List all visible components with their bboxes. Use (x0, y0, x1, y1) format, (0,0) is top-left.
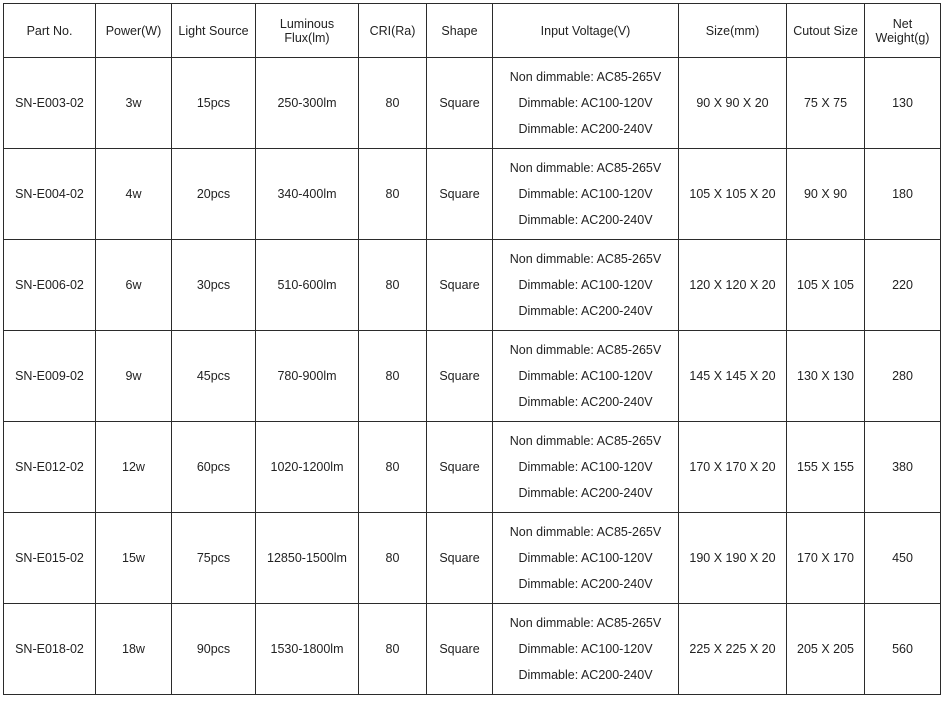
cell-luminous-flux: 1020-1200lm (256, 422, 359, 513)
cell-part-no: SN-E006-02 (4, 240, 96, 331)
cell-shape: Square (427, 240, 493, 331)
cell-size: 145 X 145 X 20 (679, 331, 787, 422)
cell-light-source: 20pcs (172, 149, 256, 240)
header-part-no: Part No. (4, 4, 96, 58)
cell-shape: Square (427, 513, 493, 604)
cell-luminous-flux: 510-600lm (256, 240, 359, 331)
voltage-line: Dimmable: AC200-240V (518, 486, 653, 500)
spec-table (3, 3, 941, 695)
cell-cutout-size: 105 X 105 (787, 240, 865, 331)
cell-part-no: SN-E004-02 (4, 149, 96, 240)
cell-cri: 80 (359, 422, 427, 513)
cell-power: 12w (96, 422, 172, 513)
cell-net-weight: 220 (865, 240, 941, 331)
voltage-line: Dimmable: AC100-120V (518, 551, 653, 565)
cell-shape: Square (427, 58, 493, 149)
cell-net-weight: 180 (865, 149, 941, 240)
cell-cutout-size: 170 X 170 (787, 513, 865, 604)
cell-light-source: 15pcs (172, 58, 256, 149)
voltage-line: Dimmable: AC200-240V (518, 577, 653, 591)
cell-shape: Square (427, 149, 493, 240)
cell-cutout-size: 90 X 90 (787, 149, 865, 240)
table-row (4, 240, 941, 331)
cell-input-voltage (493, 331, 679, 422)
cell-cri: 80 (359, 149, 427, 240)
table-row (4, 331, 941, 422)
header-shape: Shape (427, 4, 493, 58)
cell-size: 120 X 120 X 20 (679, 240, 787, 331)
cell-cutout-size: 130 X 130 (787, 331, 865, 422)
voltage-line: Dimmable: AC200-240V (518, 395, 653, 409)
cell-luminous-flux: 340-400lm (256, 149, 359, 240)
table-row (4, 513, 941, 604)
table-row (4, 604, 941, 695)
voltage-line: Dimmable: AC100-120V (518, 96, 653, 110)
voltage-line: Dimmable: AC100-120V (518, 369, 653, 383)
cell-light-source: 75pcs (172, 513, 256, 604)
voltage-line: Dimmable: AC100-120V (518, 642, 653, 656)
voltage-line: Non dimmable: AC85-265V (509, 161, 662, 175)
cell-net-weight: 560 (865, 604, 941, 695)
cell-power: 3w (96, 58, 172, 149)
table-row (4, 149, 941, 240)
cell-cri: 80 (359, 513, 427, 604)
table-row (4, 58, 941, 149)
cell-cutout-size: 75 X 75 (787, 58, 865, 149)
table-row (4, 422, 941, 513)
header-row (4, 4, 941, 58)
cell-power: 4w (96, 149, 172, 240)
cell-light-source: 90pcs (172, 604, 256, 695)
cell-power: 9w (96, 331, 172, 422)
header-input-voltage: Input Voltage(V) (493, 4, 679, 58)
header-luminous-flux: Luminous Flux(lm) (256, 4, 359, 58)
header-light-source: Light Source (172, 4, 256, 58)
cell-cri: 80 (359, 331, 427, 422)
voltage-line: Dimmable: AC100-120V (518, 460, 653, 474)
voltage-line: Dimmable: AC200-240V (518, 213, 653, 227)
cell-cutout-size: 155 X 155 (787, 422, 865, 513)
cell-part-no: SN-E012-02 (4, 422, 96, 513)
voltage-line: Non dimmable: AC85-265V (509, 434, 662, 448)
table-body (4, 58, 941, 695)
voltage-line: Dimmable: AC100-120V (518, 278, 653, 292)
cell-size: 105 X 105 X 20 (679, 149, 787, 240)
cell-input-voltage (493, 513, 679, 604)
header-size: Size(mm) (679, 4, 787, 58)
header-power: Power(W) (96, 4, 172, 58)
cell-power: 15w (96, 513, 172, 604)
cell-part-no: SN-E003-02 (4, 58, 96, 149)
cell-shape: Square (427, 422, 493, 513)
voltage-line: Non dimmable: AC85-265V (509, 616, 662, 630)
cell-net-weight: 130 (865, 58, 941, 149)
cell-input-voltage (493, 422, 679, 513)
cell-input-voltage (493, 58, 679, 149)
voltage-line: Non dimmable: AC85-265V (509, 70, 662, 84)
voltage-line: Non dimmable: AC85-265V (509, 343, 662, 357)
cell-cri: 80 (359, 240, 427, 331)
cell-part-no: SN-E018-02 (4, 604, 96, 695)
cell-light-source: 30pcs (172, 240, 256, 331)
cell-cutout-size: 205 X 205 (787, 604, 865, 695)
voltage-line: Non dimmable: AC85-265V (509, 252, 662, 266)
cell-size: 170 X 170 X 20 (679, 422, 787, 513)
cell-net-weight: 280 (865, 331, 941, 422)
cell-size: 90 X 90 X 20 (679, 58, 787, 149)
voltage-line: Dimmable: AC200-240V (518, 668, 653, 682)
cell-net-weight: 380 (865, 422, 941, 513)
cell-part-no: SN-E015-02 (4, 513, 96, 604)
cell-part-no: SN-E009-02 (4, 331, 96, 422)
cell-size: 190 X 190 X 20 (679, 513, 787, 604)
cell-cri: 80 (359, 58, 427, 149)
voltage-line: Dimmable: AC200-240V (518, 122, 653, 136)
header-net-weight: Net Weight(g) (865, 4, 941, 58)
cell-input-voltage (493, 149, 679, 240)
cell-cri: 80 (359, 604, 427, 695)
cell-net-weight: 450 (865, 513, 941, 604)
cell-luminous-flux: 780-900lm (256, 331, 359, 422)
cell-size: 225 X 225 X 20 (679, 604, 787, 695)
cell-input-voltage (493, 604, 679, 695)
cell-luminous-flux: 12850-1500lm (256, 513, 359, 604)
cell-light-source: 60pcs (172, 422, 256, 513)
table-header (4, 4, 941, 58)
cell-input-voltage (493, 240, 679, 331)
cell-light-source: 45pcs (172, 331, 256, 422)
voltage-line: Non dimmable: AC85-265V (509, 525, 662, 539)
cell-shape: Square (427, 331, 493, 422)
header-cutout-size: Cutout Size (787, 4, 865, 58)
cell-power: 18w (96, 604, 172, 695)
voltage-line: Dimmable: AC200-240V (518, 304, 653, 318)
cell-luminous-flux: 1530-1800lm (256, 604, 359, 695)
cell-power: 6w (96, 240, 172, 331)
header-cri: CRI(Ra) (359, 4, 427, 58)
voltage-line: Dimmable: AC100-120V (518, 187, 653, 201)
cell-shape: Square (427, 604, 493, 695)
cell-luminous-flux: 250-300lm (256, 58, 359, 149)
